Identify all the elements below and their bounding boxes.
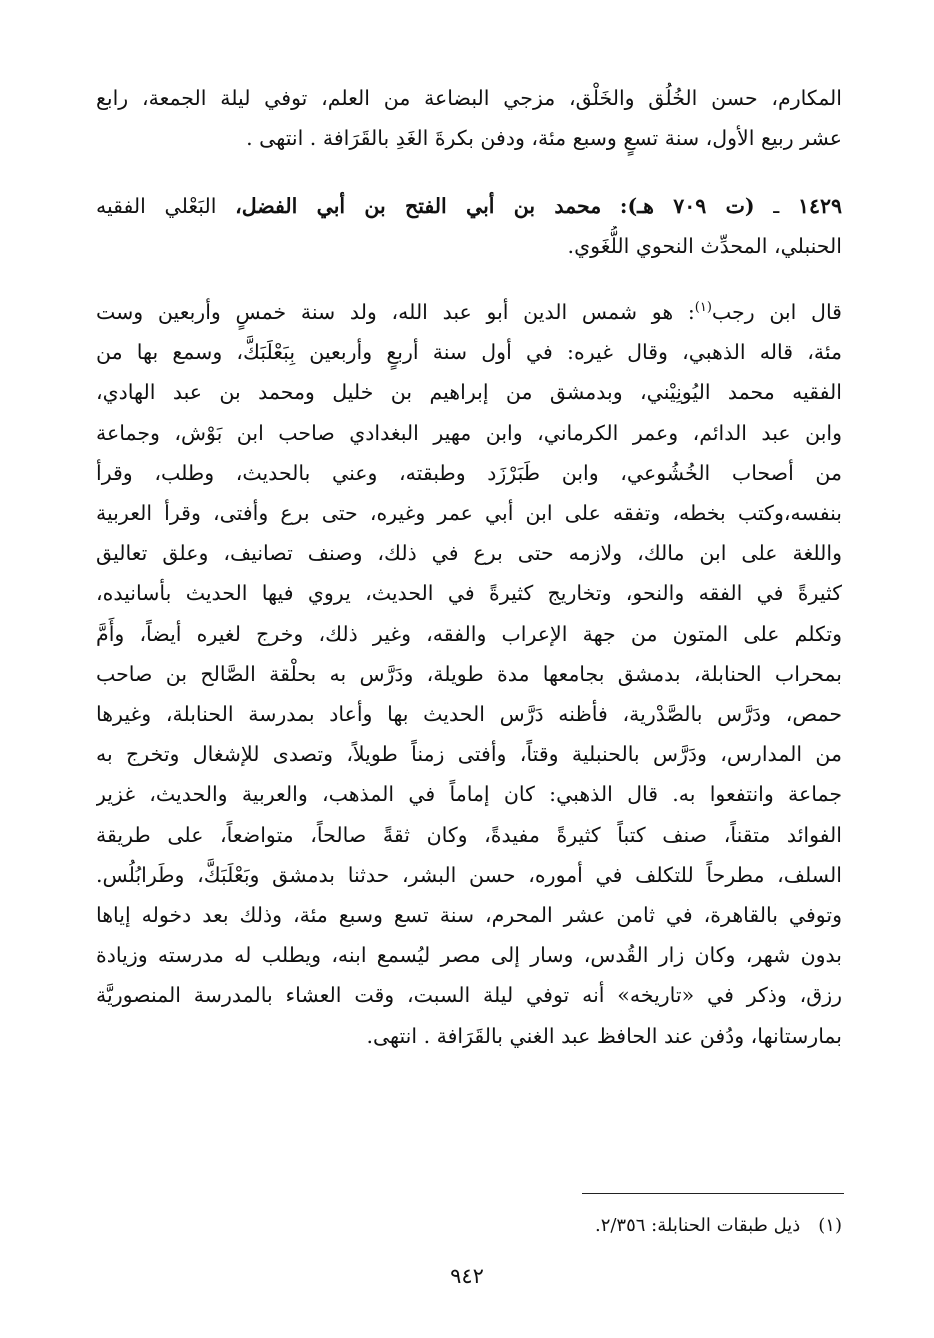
biography-paragraph: [96, 292, 842, 1056]
bio-line-1: [96, 292, 842, 332]
bio-line: رزق، وذكر في «تاريخه» أنه توفي ليلة السبت، وقت العشاء بالمدرسة المنصوريَّة: [96, 983, 842, 1008]
bio-line: كثيرةً في الفقه والنحو، وتخاريج كثيرةً في الحديث، يروي فيها الحديث بأسانيده،: [96, 581, 842, 606]
entry-death-date: (ت ٧٠٩ هـ):: [619, 194, 755, 218]
intro-paragraph: [96, 78, 842, 158]
intro-line-1: المكارم، حسن الخُلُق والخَلْق، مزجي البضاعة من العلم، توفي ليلة الجمعة، رابع: [96, 86, 842, 110]
entry-line-2: الحنبلي، المحدِّث النحوي اللُّغَوي.: [567, 234, 842, 259]
bio-line: وابن عبد الدائم، وعمر الكرماني، وابن مهير البغدادي صاحب ابن بَوْش، وجماعة: [96, 420, 842, 445]
bio-line: السلف، مطرحاً للتكلف في أموره، حسن البشر، حدثنا بدمشق وبَعْلَبَكَّ، وطَرابُلُس.: [96, 862, 842, 887]
footnote-reference: (١): [694, 300, 712, 316]
bio-line: بنفسه،وكتب بخطه، وتفقه على ابن أبي عمر وغيره، حتى برع وأفتى، وقرأ العربية: [96, 501, 842, 526]
footnote-text: ذيل طبقات الحنابلة: ٢/٣٥٦.: [594, 1215, 801, 1236]
entry-heading: [96, 186, 842, 266]
bio-line: الفقيه محمد اليُونِيْني، وبدمشق من إبراهيم بن خليل ومحمد بن عبد الهادي،: [96, 380, 842, 405]
bio-line: بمحراب الحنابلة، بدمشق بجامعها مدة طويلة، ودَرَّس به بحلْقة الصَّالح بن صاحب: [96, 661, 842, 686]
bio-line: واللغة على ابن مالك، ولازمه حتى برع في ذلك، وصنف تصانيف، وعلق تعاليق: [96, 541, 842, 566]
page-number: ٩٤٢: [450, 1264, 484, 1288]
footnote-divider: [582, 1193, 844, 1194]
bio-line: وتوفي بالقاهرة، في ثامن عشر المحرم، سنة تسع وسبع مئة، وذلك بعد دخوله إياها: [96, 903, 842, 928]
bio-line: الفوائد متقناً، صنف كتباً كثيرةً مفيدةً، وكان ثقةً صالحاً، متواضعاً، على طريقة: [96, 822, 842, 847]
bio-line: جماعة وانتفعوا به. قال الذهبي: كان إماماً في المذهب، والعربية والحديث، غزير: [96, 782, 842, 807]
bio-line-1-end: : هو شمس الدين أبو عبد الله، ولد سنة خمسٍ وأربعين وست: [96, 300, 695, 324]
bio-line: من المدارس، ودَرَّس بالحنبلية وقتاً، وأفتى زمناً طويلاً، وتصدى للإشغال وتخرج به: [96, 742, 842, 767]
bio-line: مئة، قاله الذهبي، وقال غيره: في أول سنة أربعٍ وأربعين بِبَعْلَبَكَّ، وسمع بها من: [96, 340, 842, 365]
entry-name: محمد بن أبي الفتح بن أبي الفضل،: [235, 194, 602, 218]
footnote-number: (١): [818, 1215, 842, 1236]
bio-line-final: بمارستانها، ودُفن عند الحافظ عبد الغني بالقَرَافة . انتهى.: [366, 1023, 842, 1048]
bio-line: من أصحاب الخُشُوعي، وابن طَبَرْزَد وطبقته، وعني بالحديث، وطلب، وقرأ: [96, 460, 842, 485]
entry-line-1: ١٤٢٩ ـ (ت ٧٠٩ هـ): محمد بن أبي الفتح بن أبي الفضل، البَعْلي الفقيه: [96, 194, 842, 218]
intro-line-2: عشر ربيع الأول، سنة تسعٍ وسبع مئة، ودفن بكرةَ الغَدِ بالقَرَافة . انتهى .: [246, 126, 842, 151]
entry-number: ١٤٢٩: [797, 194, 842, 218]
footnote: [595, 1212, 842, 1240]
entry-nisba: البَعْلي الفقيه: [96, 194, 217, 218]
bio-line: وتكلم على المتون من جهة الإعراب والفقه، وغير ذلك، وخرج لغيره أيضاً، وأَمَّ: [96, 621, 842, 646]
bio-line-1-start: قال ابن رجب: [711, 300, 842, 324]
bio-line: بدون شهر، وكان زار القُدس، وسار إلى مصر ليُسمع ابنه، ويطلب له مدرسته وزيادة: [96, 943, 842, 968]
bio-line: حمص، ودَرَّس بالصَّدْرية، فأظنه دَرَّس الحديث بها وأعاد بمدرسة الحنابلة، وغيرها: [96, 702, 842, 727]
